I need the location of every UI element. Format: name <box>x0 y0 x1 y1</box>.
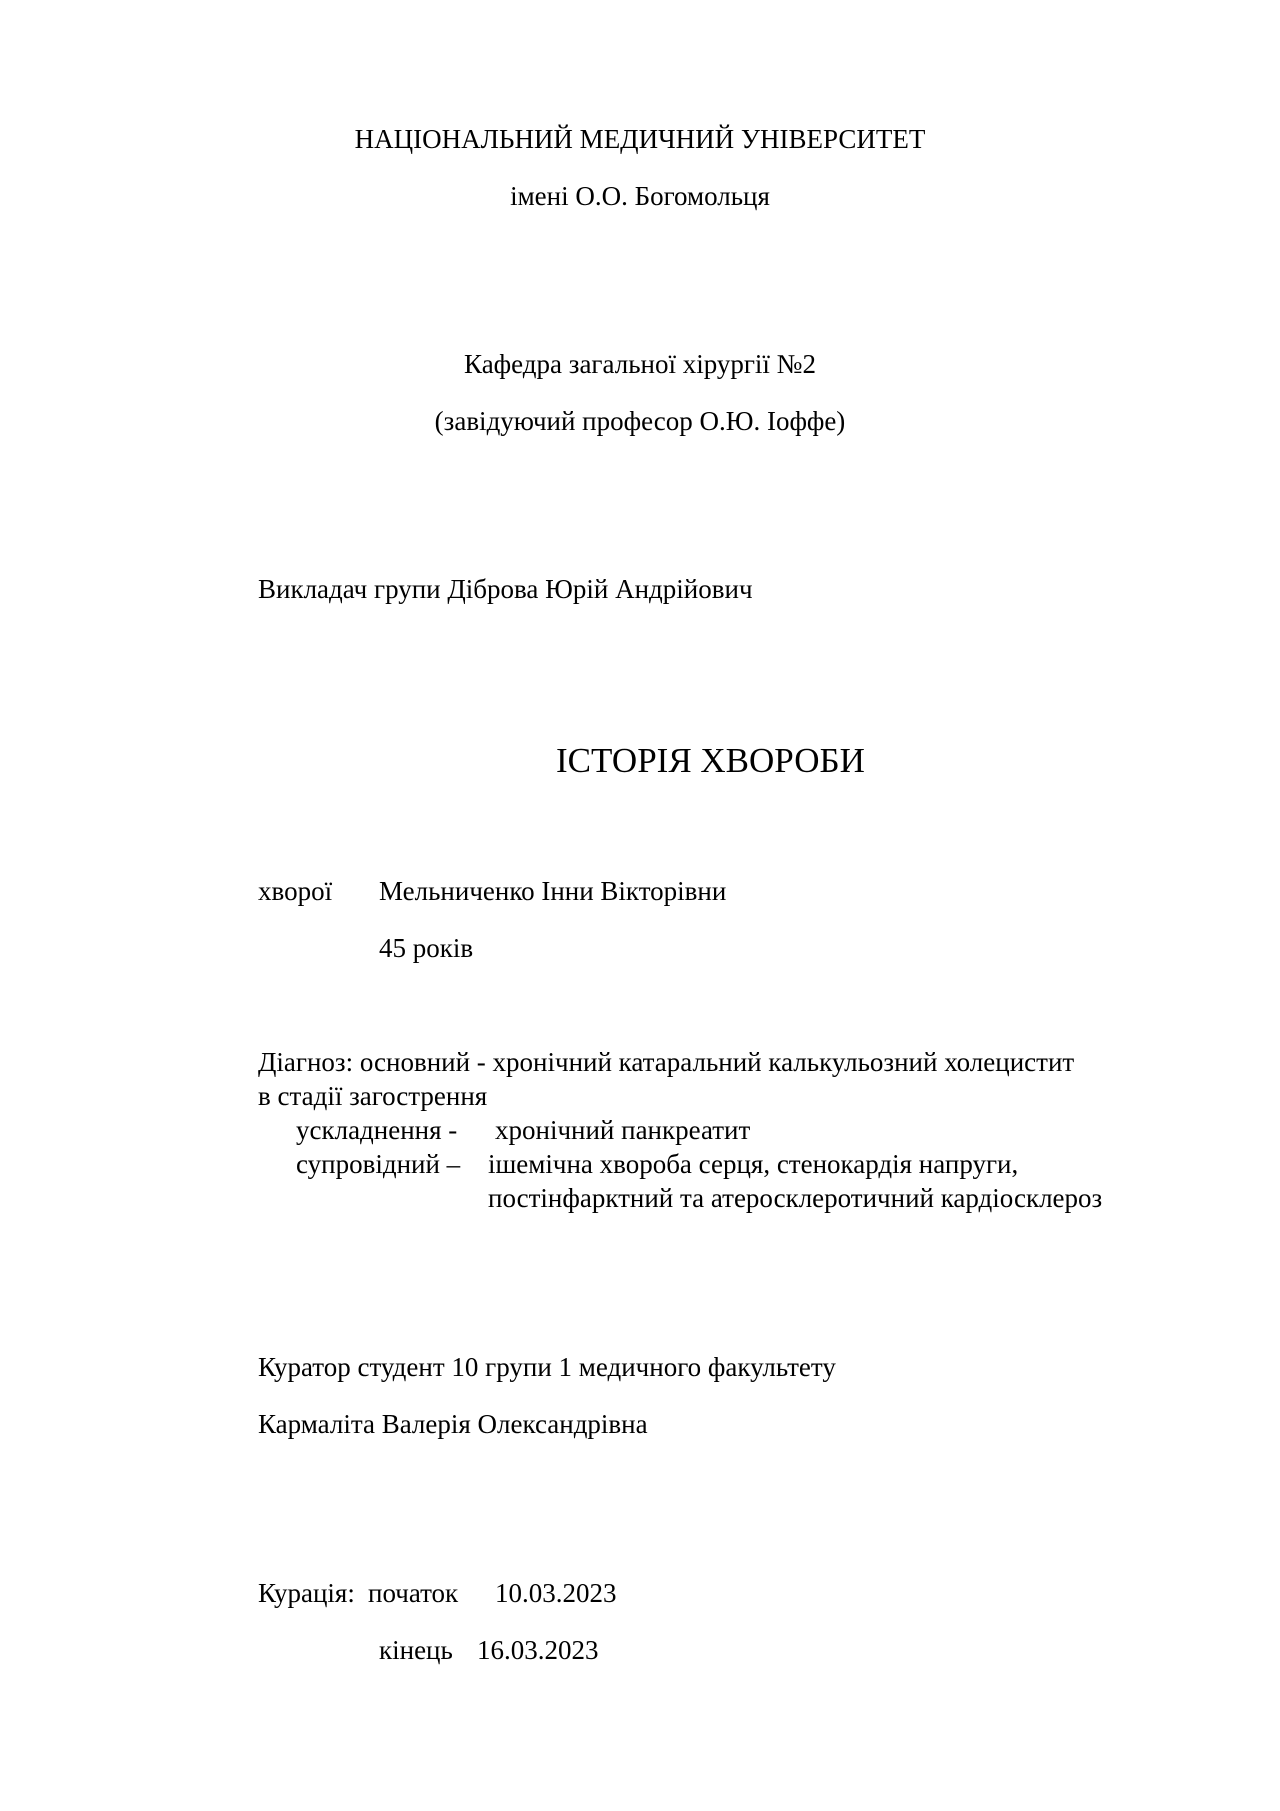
concomitant-row <box>0 1147 1280 1181</box>
university-name: НАЦІОНАЛЬНИЙ МЕДИЧНИЙ УНІВЕРСИТЕТ <box>354 124 926 154</box>
complication-row <box>0 1113 1280 1147</box>
curator-name: Кармаліта Валерія Олександрівна <box>258 1409 648 1439</box>
patient-age: 45 років <box>379 933 474 963</box>
complication-value: хронічний панкреатит <box>495 1115 751 1145</box>
department-head: (завідуючий професор О.Ю. Іоффе) <box>434 406 846 436</box>
document-title: ІСТОРІЯ ХВОРОБИ <box>556 741 865 780</box>
concomitant-value-2: постінфарктний та атеросклеротичний кардіосклероз <box>488 1183 1103 1213</box>
complication-label: ускладнення - <box>296 1115 458 1145</box>
concomitant-value: ішемічна хвороба серця, стенокардія напруги, <box>488 1149 1019 1179</box>
teacher-line: Викладач групи Діброва Юрій Андрійович <box>258 574 753 604</box>
department-name: Кафедра загальної хірургії №2 <box>464 349 816 379</box>
university-named-after: імені О.О. Богомольця <box>510 181 770 211</box>
curation-start-label: початок <box>368 1578 459 1608</box>
curation-start-row <box>0 1576 1280 1610</box>
curation-end-row <box>0 1633 1280 1667</box>
curation-end-date: 16.03.2023 <box>477 1635 599 1665</box>
diagnosis-main-line-2: в стадії загострення <box>258 1081 488 1111</box>
diagnosis-main-line: Діагноз: основний - хронічний катаральний калькульозний холецистит <box>258 1047 1075 1077</box>
patient-name: Мельниченко Інни Вікторівни <box>379 876 727 906</box>
patient-row <box>0 874 1280 908</box>
curation-label: Курація: <box>258 1578 355 1608</box>
concomitant-label: супровідний – <box>296 1149 461 1179</box>
curator-line: Куратор студент 10 групи 1 медичного факультету <box>258 1352 836 1382</box>
patient-label: хворої <box>258 876 333 906</box>
curation-end-label: кінець <box>379 1635 453 1665</box>
curation-start-date: 10.03.2023 <box>495 1578 617 1608</box>
